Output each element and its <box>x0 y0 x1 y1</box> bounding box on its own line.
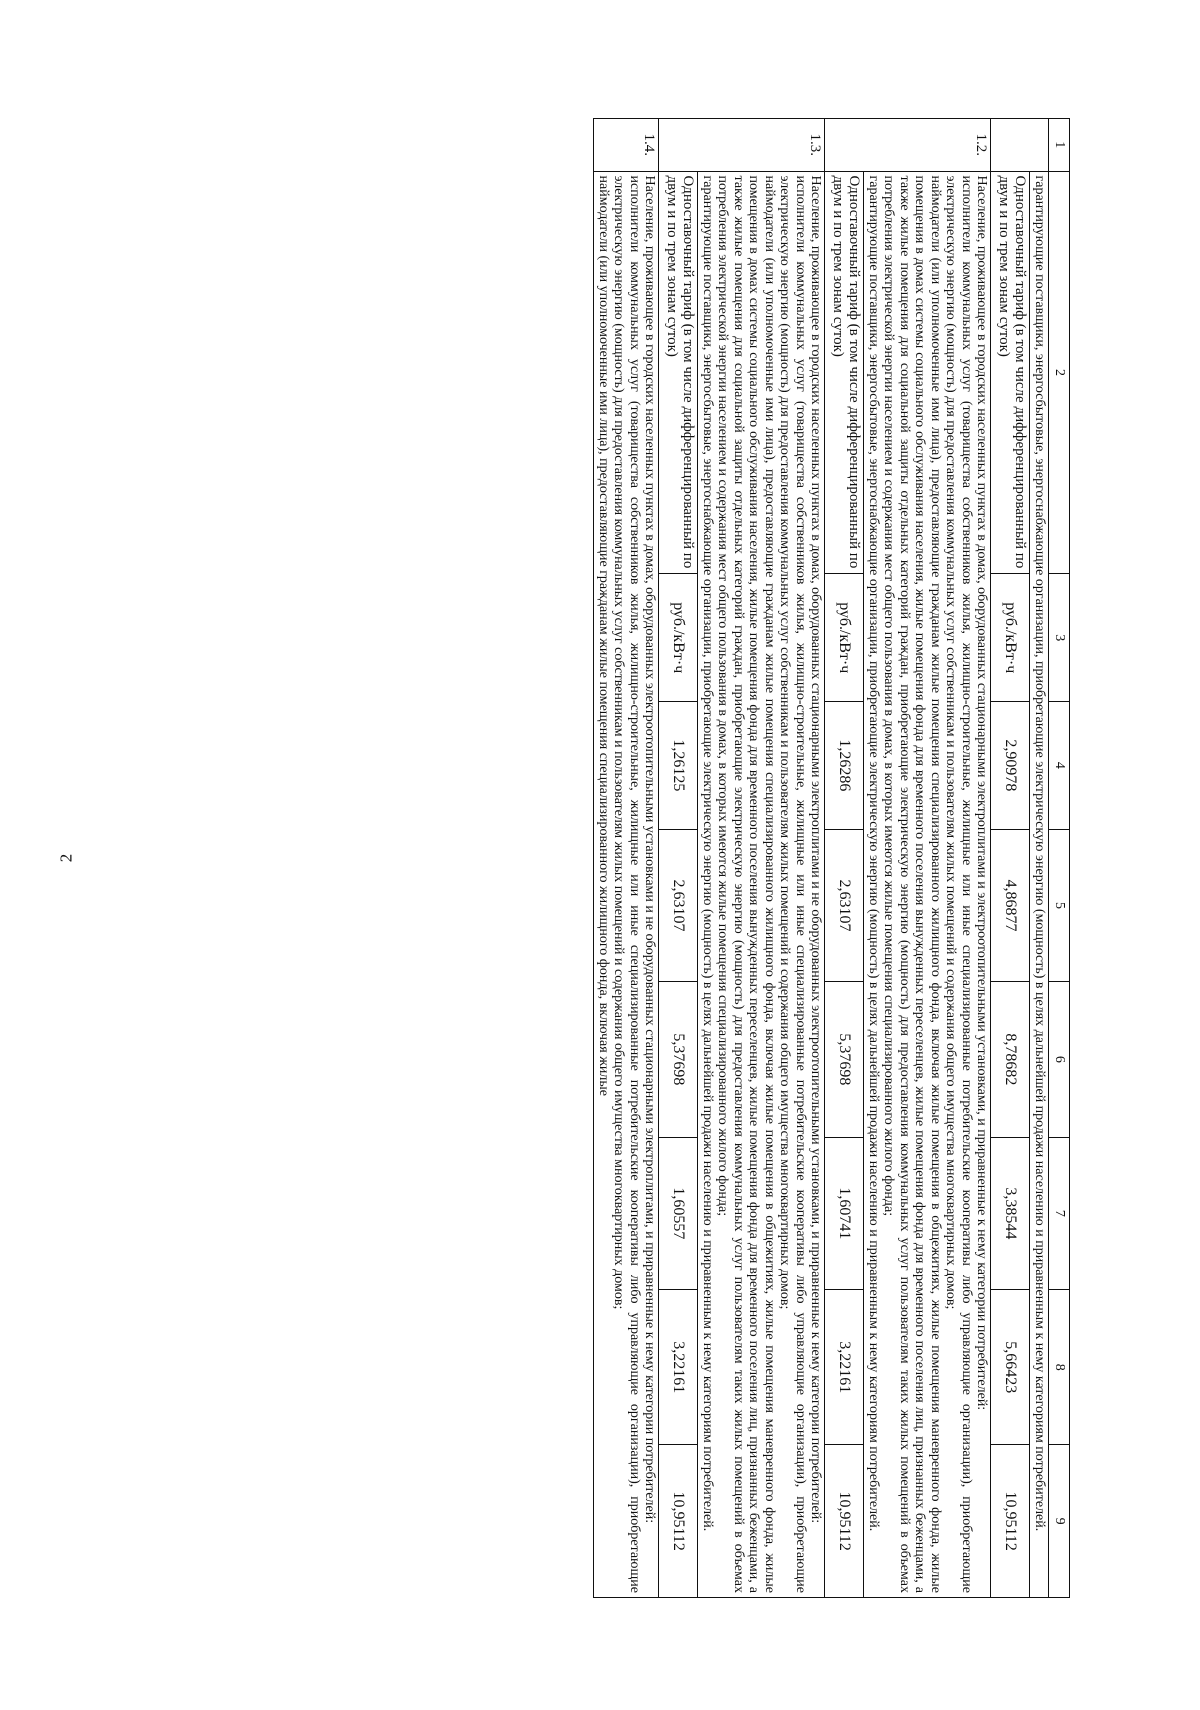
table-row <box>659 119 698 1598</box>
category-description <box>594 171 659 1597</box>
column-header: 2 <box>1049 171 1070 574</box>
column-header: 1 <box>1049 119 1070 172</box>
tariff-label: Одноставочный тариф (в том числе дифференцированный по двум и по трем зонам суток) <box>825 171 864 574</box>
column-header: 6 <box>1049 982 1070 1137</box>
unit-cell: руб./кВт·ч <box>991 574 1030 702</box>
table-row <box>864 119 991 1598</box>
tariff-value: 4,86877 <box>991 829 1030 982</box>
row-number: 1.4. <box>594 119 659 172</box>
tariff-value: 5,66423 <box>991 1290 1030 1445</box>
table-row <box>1030 119 1049 1598</box>
tariff-value: 1,60557 <box>659 1137 698 1290</box>
category-paragraph: наймодатели (или уполномоченные ими лица), предоставляющие гражданам жилые помещения специализированного жилищного фонда, включая жилые <box>596 175 611 1096</box>
tariff-value: 8,78682 <box>991 982 1030 1137</box>
category-paragraph: исполнители коммунальных услуг (товарищества собственников жилья, жилищно-строительные, жилищные или иные специализированные потребительские кооперативы либо управляющие организации), приобретающие электрическую энергию (мощность) для предоставления коммунальных услуг собственникам и пользователям жилых помещений и содержания общего имущества многоквартирных домов; <box>611 175 642 1593</box>
column-header: 3 <box>1049 574 1070 702</box>
tariff-value: 1,26125 <box>659 702 698 830</box>
column-header: 7 <box>1049 1137 1070 1290</box>
tariff-value: 3,22161 <box>659 1290 698 1445</box>
table-row <box>825 119 864 1598</box>
tariff-value: 10,95112 <box>659 1445 698 1598</box>
table-row <box>594 119 659 1598</box>
column-header: 4 <box>1049 702 1070 830</box>
row-number: 1.2. <box>825 119 991 172</box>
tariff-label: Одноставочный тариф (в том числе дифференцированный по двум и по трем зонам суток) <box>991 171 1030 574</box>
category-paragraph: наймодатели (или уполномоченные ими лица), предоставляющие гражданам жилые помещения специализированного жилищного фонда, включая жилые помещения в общежитиях, жилые помещения маневренного фонда, жилые помещения в домах системы социального обслуживания населения, жилые помещения фонда для временного поселения вынужденных переселенцев, жилые помещения фонда для временного поселения лиц, признанных беженцами, а также жилые помещения для социальной защиты отдельных категорий граждан, приобретающие электрическую энергию (мощность) для предоставления коммунальных услуг пользователям таких жилых помещений в объемах потребления электрической энергии населением и содержания мест общего пользования в домах, в которых имеются жилые помещения специализированного жилого фонда; <box>881 175 943 1593</box>
category-paragraph: исполнители коммунальных услуг (товарищества собственников жилья, жилищно-строительные, жилищные или иные специализированные потребительские кооперативы либо управляющие организации), приобретающие электрическую энергию (мощность) для предоставления коммунальных услуг собственникам и пользователям жилых помещений и содержания общего имущества многоквартирных домов; <box>943 175 974 1593</box>
tariff-table <box>594 118 1071 1598</box>
column-header: 5 <box>1049 829 1070 982</box>
category-paragraph: гарантирующие поставщики, энергосбытовые, энергоснабжающие организации, приобретающие электрическую энергию (мощность) в целях дальнейшей продажи населению и приравненным к нему категориям потребителей. <box>700 175 715 1532</box>
category-paragraph: исполнители коммунальных услуг (товарищества собственников жилья, жилищно-строительные, жилищные или иные специализированные потребительские кооперативы либо управляющие организации), приобретающие электрическую энергию (мощность) для предоставления коммунальных услуг собственникам и пользователям жилых помещений и содержания общего имущества многоквартирных домов; <box>777 175 808 1593</box>
tariff-value: 5,37698 <box>825 982 864 1137</box>
category-intro: Население, проживающее в городских населенных пунктах в домах, оборудованных электроотопительными установками и не оборудованных стационарными электроплитами, и приравненные к нему категории потребителей: <box>642 175 658 1524</box>
tariff-value: 2,90978 <box>991 702 1030 830</box>
category-description <box>864 171 991 1597</box>
row-number: 1.3. <box>659 119 825 172</box>
tariff-value: 1,60741 <box>825 1137 864 1290</box>
tariff-value: 10,95112 <box>825 1445 864 1598</box>
tariff-value: 2,63107 <box>825 829 864 982</box>
category-description <box>698 171 825 1597</box>
column-number-row <box>1049 119 1070 1598</box>
tariff-value: 10,95112 <box>991 1445 1030 1598</box>
tariff-value: 1,26286 <box>825 702 864 830</box>
table-row <box>991 119 1030 1598</box>
unit-cell: руб./кВт·ч <box>825 574 864 702</box>
category-paragraph: гарантирующие поставщики, энергосбытовые, энергоснабжающие организации, приобретающие электрическую энергию (мощность) в целях дальнейшей продажи населению и приравненным к нему категориям потребителей. <box>866 175 881 1532</box>
row-number <box>991 119 1049 172</box>
category-description: гарантирующие поставщики, энергосбытовые, энергоснабжающие организации, приобретающие электрическую энергию (мощность) в целях дальнейшей продажи населению и приравненным к нему категориям потребителей. <box>1030 171 1049 1597</box>
rotated-table-container <box>200 118 1070 1598</box>
category-paragraph: наймодатели (или уполномоченные ими лица), предоставляющие гражданам жилые помещения специализированного жилищного фонда, включая жилые помещения в общежитиях, жилые помещения маневренного фонда, жилые помещения в домах системы социального обслуживания населения, жилые помещения фонда для временного поселения вынужденных переселенцев, жилые помещения фонда для временного поселения лиц, признанных беженцами, а также жилые помещения для социальной защиты отдельных категорий граждан, приобретающие электрическую энергию (мощность) для предоставления коммунальных услуг пользователям таких жилых помещений в объемах потребления электрической энергии населением и содержания мест общего пользования в домах, в которых имеются жилые помещения специализированного жилого фонда; <box>715 175 777 1593</box>
column-header: 9 <box>1049 1445 1070 1598</box>
tariff-value: 5,37698 <box>659 982 698 1137</box>
unit-cell: руб./кВт·ч <box>659 574 698 702</box>
column-header: 8 <box>1049 1290 1070 1445</box>
page-number: 2 <box>56 853 76 863</box>
tariff-label: Одноставочный тариф (в том числе дифференцированный по двум и по трем зонам суток) <box>659 171 698 574</box>
tariff-value: 3,22161 <box>825 1290 864 1445</box>
tariff-value: 3,38544 <box>991 1137 1030 1290</box>
table-row <box>698 119 825 1598</box>
tariff-value: 2,63107 <box>659 829 698 982</box>
category-intro: Население, проживающее в городских населенных пунктах в домах, оборудованных стационарными электроплитами и не оборудованных электроотопительными установками, и приравненные к нему категории потребителей: <box>808 175 824 1524</box>
category-intro: Население, проживающее в городских населенных пунктах в домах, оборудованных стационарными электроплитами и электроотопительными установками, и приравненные к нему категории потребителей: <box>974 175 990 1411</box>
